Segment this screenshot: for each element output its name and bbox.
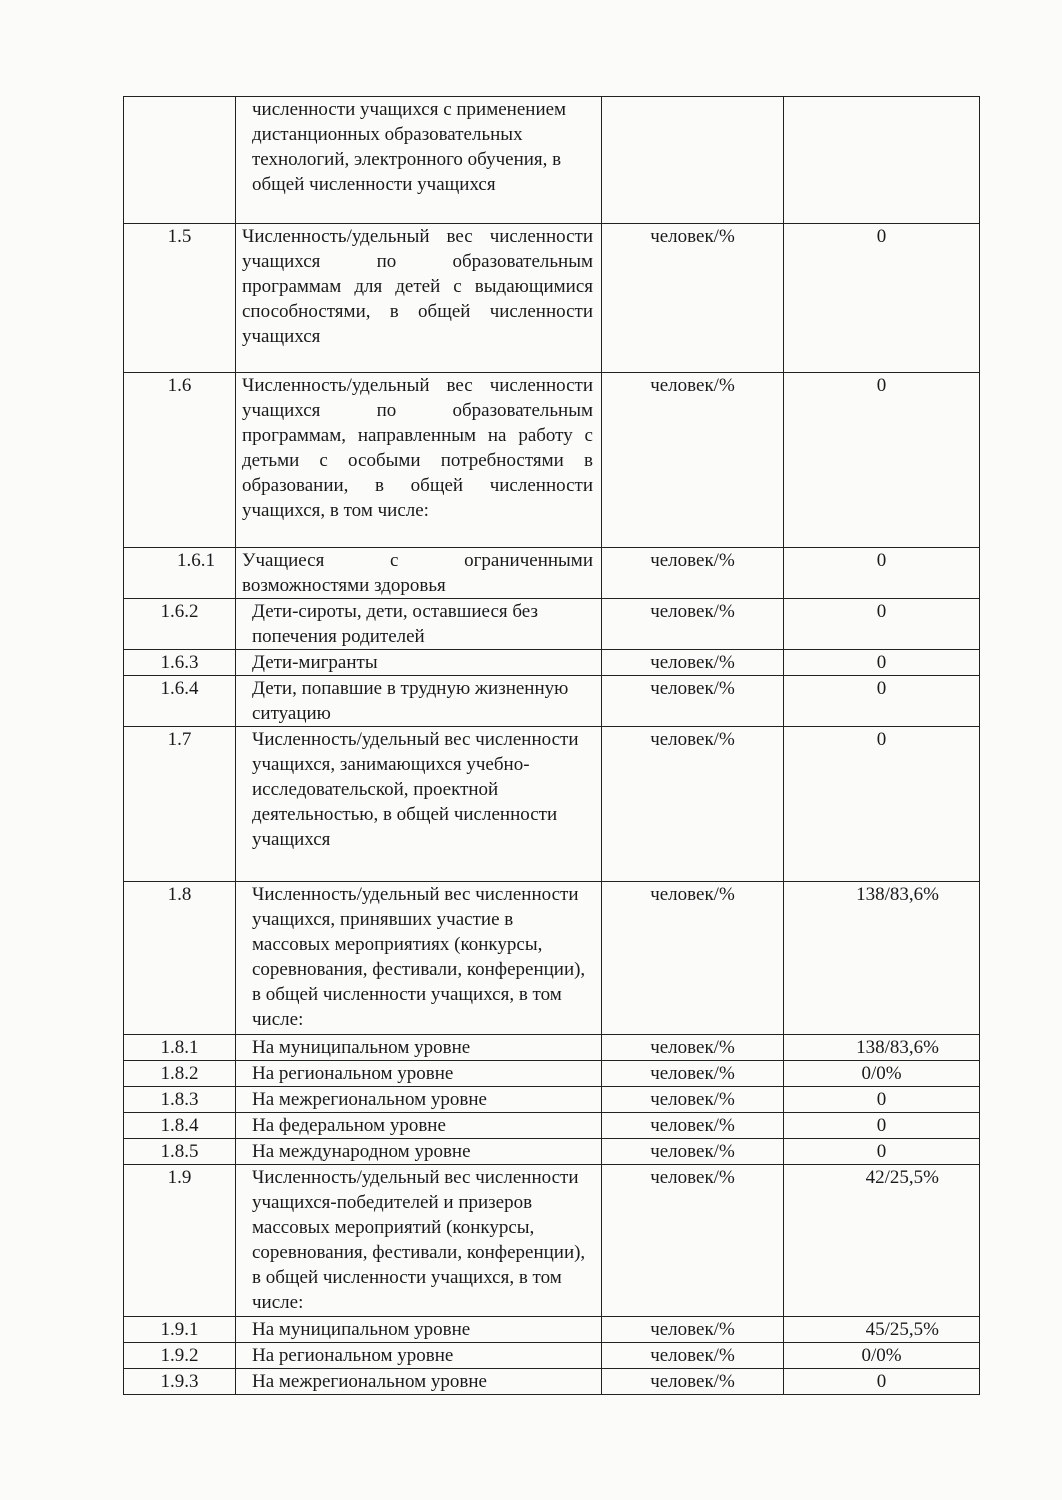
row-number: 1.9.3 [124,1369,236,1395]
row-number: 1.9 [124,1165,236,1317]
row-unit: человек/% [602,1035,784,1061]
table-row [124,1061,980,1087]
table-row [124,373,980,548]
row-number: 1.8 [124,882,236,1035]
row-indicator: На муниципальном уровне [236,1317,602,1343]
row-indicator: Численность/удельный вес численности учащихся по образовательным программам для детей с выдающимися способностями, в общей численности учащихся [236,224,602,373]
row-value: 0 [784,1369,980,1395]
row-unit: человек/% [602,1061,784,1087]
row-indicator: На муниципальном уровне [236,1035,602,1061]
row-value: 0 [784,599,980,650]
row-indicator: На региональном уровне [236,1343,602,1369]
row-indicator: На федеральном уровне [236,1113,602,1139]
table-row [124,1343,980,1369]
table-row [124,727,980,882]
row-value: 0/0% [784,1061,980,1087]
row-unit: человек/% [602,548,784,599]
row-unit: человек/% [602,373,784,548]
row-unit: человек/% [602,1369,784,1395]
row-number: 1.5 [124,224,236,373]
row-indicator: Численность/удельный вес численности учащихся-победителей и призеров массовых мероприятий (конкурсы, соревнования, фестивали, конференции), в общей численности учащихся, в том числе: [236,1165,602,1317]
row-unit: человек/% [602,1139,784,1165]
row-number: 1.6.4 [124,676,236,727]
row-value: 0 [784,224,980,373]
table-row [124,1317,980,1343]
row-indicator: Дети, попавшие в трудную жизненную ситуацию [236,676,602,727]
table-row [124,97,980,224]
table-row [124,882,980,1035]
table-row [124,224,980,373]
row-value: 0 [784,1113,980,1139]
indicators-table [123,96,980,1395]
row-number: 1.6.1 [124,548,236,599]
row-number [124,97,236,224]
table-row [124,599,980,650]
row-indicator: Численность/удельный вес численности учащихся, принявших участие в массовых мероприятиях (конкурсы, соревнования, фестивали, конференции), в общей численности учащихся, в том числе: [236,882,602,1035]
row-number: 1.9.2 [124,1343,236,1369]
row-unit [602,97,784,224]
row-number: 1.6.2 [124,599,236,650]
row-value: 0 [784,373,980,548]
row-value [784,97,980,224]
table-row [124,676,980,727]
row-value: 138/83,6% [784,1035,980,1061]
row-unit: человек/% [602,599,784,650]
table-row [124,650,980,676]
row-number: 1.7 [124,727,236,882]
row-value: 0 [784,1087,980,1113]
row-unit: человек/% [602,224,784,373]
row-indicator: Численность/удельный вес численности учащихся по образовательным программам, направленным на работу с детьми с особыми потребностями в образовании, в общей численности учащихся, в том числе: [236,373,602,548]
row-unit: человек/% [602,727,784,882]
row-indicator: Дети-сироты, дети, оставшиеся без попечения родителей [236,599,602,650]
row-value: 0 [784,548,980,599]
row-number: 1.8.5 [124,1139,236,1165]
row-number: 1.8.1 [124,1035,236,1061]
row-value: 0 [784,650,980,676]
table-row [124,1165,980,1317]
table-row [124,548,980,599]
row-unit: человек/% [602,1113,784,1139]
row-unit: человек/% [602,1343,784,1369]
table-row [124,1035,980,1061]
row-value: 0 [784,727,980,882]
row-unit: человек/% [602,1165,784,1317]
row-value: 42/25,5% [784,1165,980,1317]
row-value: 138/83,6% [784,882,980,1035]
table-row [124,1139,980,1165]
row-unit: человек/% [602,882,784,1035]
row-unit: человек/% [602,650,784,676]
row-number: 1.6.3 [124,650,236,676]
row-indicator: На межрегиональном уровне [236,1369,602,1395]
row-number: 1.8.2 [124,1061,236,1087]
row-value: 45/25,5% [784,1317,980,1343]
row-number: 1.8.4 [124,1113,236,1139]
row-unit: человек/% [602,1087,784,1113]
row-indicator: Дети-мигранты [236,650,602,676]
row-indicator: На межрегиональном уровне [236,1087,602,1113]
row-number: 1.9.1 [124,1317,236,1343]
row-indicator: численности учащихся с применением дистанционных образовательных технологий, электронного обучения, в общей численности учащихся [236,97,602,224]
row-unit: человек/% [602,1317,784,1343]
row-indicator: Численность/удельный вес численности учащихся, занимающихся учебно-исследовательской, проектной деятельностью, в общей численности учащихся [236,727,602,882]
table-row [124,1113,980,1139]
row-value: 0 [784,676,980,727]
row-indicator: На региональном уровне [236,1061,602,1087]
table-row [124,1087,980,1113]
row-value: 0/0% [784,1343,980,1369]
row-number: 1.8.3 [124,1087,236,1113]
row-number: 1.6 [124,373,236,548]
table-row [124,1369,980,1395]
row-unit: человек/% [602,676,784,727]
row-indicator: Учащиеся с ограниченными возможностями здоровья [236,548,602,599]
row-value: 0 [784,1139,980,1165]
row-indicator: На международном уровне [236,1139,602,1165]
